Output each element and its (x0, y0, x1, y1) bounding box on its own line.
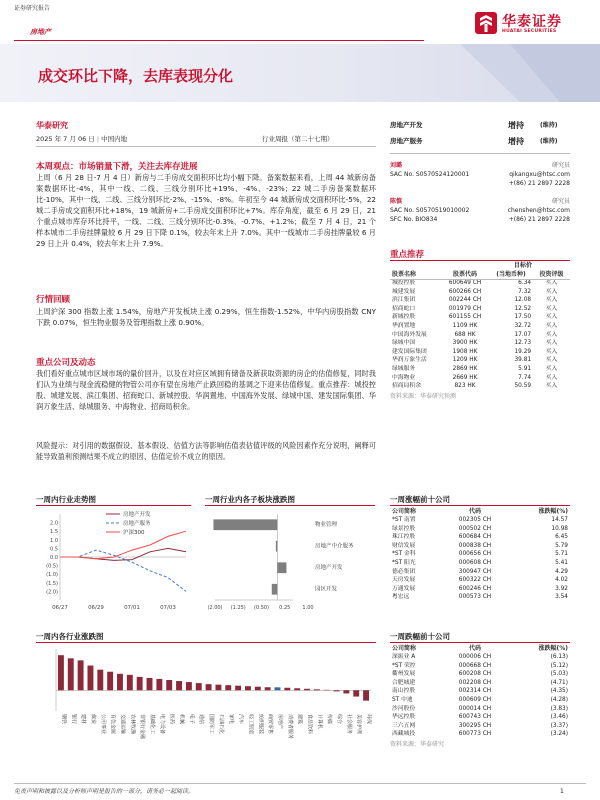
loser-row (390, 653, 570, 662)
recommend-row-cell: 买入 (545, 331, 558, 338)
losers-source: 资料来源：华泰研究 (390, 740, 445, 748)
gainer-row-cell: 5.79 (555, 542, 568, 549)
industry-label: 房地产 (276, 714, 283, 730)
industry-bar (324, 690, 330, 691)
loser-row-cell: (6.13) (550, 654, 568, 660)
loser-row (390, 687, 570, 696)
loser-row-cell: 000668 CH (458, 662, 492, 669)
recommend-row-cell: 17.50 (514, 314, 532, 321)
industry-bar (334, 690, 340, 691)
loser-row-cell: 沙河股份 (392, 705, 416, 712)
sub-sector-chart (205, 508, 377, 623)
analyst-email[interactable]: chenshen@htsc.com (507, 207, 570, 214)
sub-category-label: 园区开发 (315, 586, 338, 593)
recommend-row-cell: 买入 (545, 280, 558, 286)
recommend-row-cell: 买入 (545, 340, 558, 347)
market-heading: 行情回顾 (36, 295, 71, 305)
loser-row-cell: 300295 CH (458, 722, 492, 729)
loser-row (390, 679, 570, 688)
recommend-row (390, 322, 570, 331)
gainer-row-cell: 600684 CH (458, 534, 492, 541)
loser-row-cell: 002314 CH (458, 688, 492, 695)
y-tick-label: 0.0 (50, 555, 58, 561)
recommend-row-cell: 绿城服务 (392, 365, 416, 372)
sub-category-label: 物业管理 (315, 521, 338, 528)
loser-row-cell: 西藏城投 (392, 731, 416, 738)
loser-row-cell: (3.46) (550, 714, 568, 721)
gainer-row (390, 576, 570, 585)
gainer-row-cell: 4.29 (555, 568, 568, 575)
recommend-row-cell: 买入 (545, 297, 558, 304)
loser-row-cell: 600208 CH (458, 671, 492, 678)
recommend-row-cell: 买入 (545, 288, 558, 295)
recommend-row-cell: 买入 (545, 314, 558, 321)
gainer-row-cell: 000573 CH (458, 594, 492, 601)
loser-row-cell: 600773 CH (458, 731, 492, 738)
industry-bar (215, 685, 221, 691)
gainer-row-cell: 002305 CH (458, 517, 492, 523)
industry-label: 非银行金融 (139, 714, 146, 740)
recommend-row (390, 313, 570, 322)
recommend-row-cell: 12.08 (514, 297, 532, 304)
loser-row-cell: (5.03) (550, 671, 568, 678)
recommend-row-cell: 7.32 (518, 288, 532, 295)
industry-bar (255, 687, 261, 691)
report-date: 2025 年 7 月 06 日 (36, 135, 95, 143)
industry-bar (294, 688, 300, 690)
recommend-row-cell: 中海物业 (392, 374, 416, 381)
recommend-row-cell: 新城控股 (392, 314, 416, 321)
analyst-card: 刘璐 研究员 SAC No. S0570524120001 qikangxu@htsc.com +(86) 21 2897 2228 (390, 162, 570, 187)
loser-row-cell: 600743 CH (458, 714, 492, 721)
recommend-row-cell: 买入 (545, 374, 558, 381)
industry-label: 纺织服装 (257, 714, 264, 735)
recommend-row-cell: 城建发展 (392, 288, 416, 295)
rating-row: 房地产服务 增持 (维持) (390, 137, 558, 146)
industry-bar (353, 690, 359, 696)
recommend-heading: 重点推荐 (390, 250, 425, 260)
recommend-row-cell: 华润万象生活 (392, 357, 427, 364)
industry-bar (107, 672, 113, 691)
industry-bar (117, 674, 123, 691)
legend-label: 房地产服务 (123, 521, 151, 527)
industry-bar (275, 687, 281, 690)
recommend-row-cell: 601155 CH (448, 314, 482, 321)
gainer-row-cell: 000656 CH (458, 551, 492, 558)
gainer-row-cell: *ST 阳光 (392, 559, 416, 566)
industry-label: 传媒 (326, 714, 333, 725)
recommend-row-cell: 买入 (545, 305, 558, 312)
industry-label: 基础化工 (149, 714, 156, 735)
loser-row (390, 722, 570, 731)
gainer-row (390, 550, 570, 559)
gainer-row-cell: 000838 CH (458, 542, 492, 549)
legend-label: 房地产开发 (123, 512, 151, 518)
industry-bar (156, 679, 162, 690)
gainer-row (390, 525, 570, 534)
recommend-row-cell: 001979 CH (448, 305, 482, 312)
loser-row (390, 670, 570, 679)
target-price-label: 目标价 (513, 262, 532, 269)
gainer-row-cell: 3.54 (555, 594, 568, 601)
recommend-row-cell: 50.59 (514, 383, 532, 390)
x-tick-label: 06/29 (88, 605, 104, 611)
focus-heading: 重点公司及动态 (36, 358, 96, 368)
y-tick-label: (1.0) (46, 572, 58, 579)
gainer-row-cell: 600246 CH (458, 585, 492, 592)
y-tick-label: 0.5 (50, 546, 58, 553)
recommend-row-cell: 2869 HK (452, 365, 478, 372)
gainer-row-cell: 4.02 (555, 577, 568, 584)
industry-label: 社会服务 (345, 714, 352, 735)
recommend-row-cell: 华润置地 (392, 322, 416, 329)
gainer-row (390, 542, 570, 551)
gainer-row-cell: 粤宏远 (392, 594, 410, 601)
loser-row-cell: 000006 CH (458, 654, 492, 660)
report-region: 中国内地 (101, 135, 128, 143)
x-tick-label: 07/01 (124, 605, 140, 611)
industry-label: 交通运输 (119, 714, 126, 735)
industry-bar (186, 682, 192, 690)
footer-disclaimer: 免责声明和披露以及分析师声明是报告的一部分，请务必一起阅读。 (14, 788, 195, 795)
page-title: 成交环比下降，去库表现分化 (38, 67, 234, 85)
loser-row-cell: *ST 荣控 (392, 662, 416, 669)
loser-row (390, 662, 570, 671)
recommend-row-cell: 买入 (545, 383, 558, 390)
loser-row-cell: (3.83) (550, 705, 568, 712)
y-tick-label: 1.5 (50, 529, 58, 536)
industry-label: 公用事业 (99, 714, 106, 735)
industry-label: 医药 (168, 714, 175, 725)
industry-bar (97, 670, 103, 691)
meta-line: 2025 年 7 月 06 日 | 中国内地 (36, 135, 128, 143)
gainer-row-cell: 珠江控股 (392, 534, 416, 541)
risk-body: 风险提示：对引用的数据假设、基本假设、估值方法等影响估值表估值评级的风险因素作充分说明，阐释可能导致盈利预测结果不成立的原因、估值定价不成立的原因。 (36, 441, 376, 461)
recommend-row (390, 305, 570, 314)
x-tick-label: (2.00) (207, 605, 223, 611)
x-tick-label: 06/27 (52, 605, 68, 611)
recommend-row (390, 331, 570, 340)
industry-bar (206, 684, 212, 690)
recommend-row-cell: 12.73 (514, 340, 532, 347)
losers-table: 公司简称 代码 涨跌幅(%) 深振业 A 000006 CH (6.13) *ST 荣控 000668 CH (5.12) 衢州发展 600208 CH (5.03) 合肥城建 002208 CH (4.71) 南山控股 002314 CH (4.35) ST 中迪 000609 CH (4.28) 沙河股份 000014 CH (3.83) 华远控股 600743 CH (3.46) 三六五网 300295 CH (3.37) 西藏城投 600773 CH (3.24) 资料来源：华泰研究 (390, 645, 568, 748)
sub-category-label: 房地产开发 (315, 564, 343, 571)
industry-label: 综合 (336, 714, 343, 725)
recommend-row (390, 348, 570, 357)
industry-label: 国防军工 (208, 714, 215, 735)
recommend-row (390, 279, 570, 288)
trend-chart-title: 一周内行业走势图 (36, 495, 96, 504)
recommend-row (390, 288, 570, 297)
sub-category-label: 房地产中介服务 (315, 543, 354, 550)
y-tick-label: 2.0 (50, 520, 58, 527)
title-banner (0, 44, 600, 102)
recommend-row-cell: 6.34 (518, 280, 532, 286)
gainer-row-cell: 财信发展 (392, 542, 416, 549)
recommend-row-cell: 7.74 (518, 374, 532, 381)
industry-label: 银行 (70, 714, 77, 725)
recommend-row-cell: 买入 (545, 357, 558, 364)
industry-label: 食品饮料 (306, 714, 313, 735)
industry-bar (88, 666, 94, 691)
legend-label: 沪深300 (123, 530, 145, 536)
sub-bar (272, 584, 278, 595)
industry-bar (166, 680, 172, 690)
industry-label: 轻工制造 (247, 714, 254, 735)
industry-bar (225, 685, 231, 690)
recommend-row-cell: 2669 HK (452, 374, 478, 381)
recommend-row-cell: 中国海外发展 (392, 331, 427, 338)
recommend-row-cell: 买入 (545, 365, 558, 372)
recommend-row-cell: 滨江集团 (392, 297, 416, 304)
y-tick-label: (1.5) (46, 580, 58, 587)
recommend-row (390, 339, 570, 348)
loser-row-cell: 华远控股 (392, 714, 416, 721)
sector-label: 房地产 (30, 28, 51, 36)
industry-label: 计算机 (316, 714, 323, 730)
huatai-logo-icon (475, 12, 497, 34)
recommend-row-cell: 城投控股 (392, 280, 416, 286)
loser-row-cell: 三六五网 (392, 722, 416, 729)
sub-bar (276, 541, 278, 552)
gainer-row-cell: 5.71 (555, 551, 568, 558)
gainer-row-cell: 绿景控股 (392, 525, 416, 532)
losers-title: 一周跌幅前十公司 (390, 632, 450, 641)
x-tick-label: 0.25 (279, 605, 291, 611)
recommend-row-cell: 19.29 (514, 348, 532, 355)
recommend-row-cell: 买入 (545, 322, 558, 329)
gainer-row (390, 533, 570, 542)
core-heading: 本周观点：市场销量下滑，关注去库存进展 (36, 162, 198, 172)
industry-label: 汽车 (237, 714, 244, 725)
industry-label: 电力设备 (158, 714, 165, 735)
industry-bar (284, 688, 290, 691)
y-tick-label: (2.0) (46, 589, 58, 596)
logo-cn: 华泰证券 (502, 14, 562, 30)
recommend-row-cell: 招商蛇口 (392, 305, 416, 312)
gainer-row (390, 559, 570, 568)
industry-chart (36, 645, 376, 770)
ratings-panel (390, 118, 570, 150)
sub-chart-title: 一周行业内各子板块涨跌图 (205, 495, 295, 504)
loser-row (390, 713, 570, 722)
logo-en: HUATAI SECURITIES (502, 29, 557, 34)
loser-row-cell: 深振业 A (392, 654, 416, 660)
header-rule (14, 40, 424, 41)
gainer-row-cell: 5.41 (555, 559, 568, 566)
analyst-email[interactable]: qikangxu@htsc.com (509, 171, 570, 178)
industry-bar (127, 675, 133, 691)
industry-bar (363, 690, 369, 700)
org-label: 华泰研究 (36, 121, 68, 130)
loser-row (390, 730, 570, 739)
logo (475, 8, 597, 44)
recommend-source: 资料来源：华泰研究预测 (390, 392, 457, 400)
loser-row-cell: 000014 CH (458, 705, 492, 712)
gainer-row-cell: 3.92 (555, 585, 568, 592)
recommend-row-cell: 绿城中国 (392, 340, 416, 347)
recommend-row-cell: 002244 CH (448, 297, 482, 304)
gainer-row (390, 593, 570, 602)
core-body: 上周（6 月 28 日-7 月 4 日）新房与二手房成交面积环比均小幅下降。备案数据来看，上周 44 城新房备案数据环比-4%，其中一线、二线、三线分别环比+19%、-4%、-23%；22 城二手房备案数据环比-10%，其中一线、二线、三线分别环比-2%、-15%、-8%。年初至今 44 城新房成交面积环比-5%，22 城二手房成交面积环比+18%，19 城新房+二手房成交面积环比+7%。库存角度，截至 6 月 29 日，21 个重点城市库存环比持平，一线、二线、三线分别环比-0.3%、-0.7%、+1.2%；截至 7 月 4 日，21 个样本城市二手房挂牌量较 6 月 29 日下降 0.1%，较去年末上升 7.0%。其中一线城市二手房挂牌量较 6 月 29 日上升 0.4%，较去年末上升 7.9%。 (36, 173, 376, 248)
page-number: 1 (560, 788, 564, 795)
gainer-row-cell: 万通发展 (392, 585, 416, 592)
industry-bar (314, 689, 320, 690)
recommend-row (390, 374, 570, 383)
industry-bar (304, 689, 310, 691)
sub-bar (277, 562, 286, 573)
loser-row-cell: (4.28) (550, 696, 568, 703)
recommend-table: 目标价 股票名称 股票代码 (当地币种) 投资评级 城投控股 600649 CH 6.34 买入 城建发展 600266 CH 7.32 买入 滨江集团 002244 CH 12.08 买入 招商蛇口 001979 CH 12.52 买入 新城控股 601155 CH 17.50 买入 华润置地 1109 HK 32.72 买入 中国海外发展 688 HK 17.07 买入 绿城中国 3900 HK 12.73 买入 建发国际集团 1908 HK 19.29 买入 华润万象生活 1209 HK 39.81 买入 绿城服务 2869 HK 5.91 买入 中海物业 2669 HK 7.74 买入 招商局积余 823 HK 50.59 买入 资料来源：华泰研究预测 (390, 262, 570, 401)
industry-bar (78, 660, 84, 690)
industry-bar (68, 658, 74, 690)
industry-bar (137, 677, 143, 690)
gainer-row (390, 516, 570, 525)
gainer-row-cell: 14.57 (551, 517, 568, 523)
recommend-row-cell: 17.07 (514, 331, 532, 338)
loser-row-cell: 合肥城建 (392, 679, 416, 686)
industry-label: 环保 (365, 714, 372, 725)
gainer-row-cell: 天房发展 (392, 577, 416, 584)
x-tick-label: (0.50) (253, 605, 270, 611)
sub-bar (213, 519, 277, 530)
recommend-row-cell: 39.81 (514, 357, 532, 364)
recommend-row-cell: 12.52 (514, 305, 532, 312)
loser-row (390, 705, 570, 714)
recommend-row (390, 296, 570, 305)
loser-row-cell: 002208 CH (458, 679, 492, 686)
series-line (60, 550, 186, 591)
gainer-row-cell: 德必集团 (392, 568, 416, 575)
gainer-row-cell: *ST 金科 (392, 551, 416, 558)
gainer-row-cell: 600322 CH (458, 577, 492, 584)
industry-bar (245, 686, 251, 690)
industry-bar (343, 690, 349, 693)
y-tick-label: (0.5) (46, 563, 58, 570)
recommend-row-cell: 32.72 (514, 322, 532, 329)
industry-bar (147, 678, 153, 690)
loser-row-cell: (5.12) (550, 662, 568, 669)
loser-row-cell: (3.24) (550, 731, 568, 738)
x-tick-label: 1.00 (302, 605, 314, 611)
recommend-row-cell: 1109 HK (452, 322, 478, 329)
industry-chart-title: 一周内各行业涨跌图 (36, 632, 104, 641)
focus-body: 我们看好重点城市区域市场的量价回升，以及在对应区域拥有储备及新获取资源的房企的估值修复，同时我们认为业绩与现金流稳健的物管公司亦有望在房地产止跌回稳的基调之下迎来估值修复。重点推荐：城投控股、城建发展、滨江集团、招商蛇口、新城控股、华润置地、中国海外发展、绿城中国、建发国际集团、华润万象生活、绿城服务、中海物业、招商局积余。 (36, 369, 376, 411)
recommend-row-cell: 1908 HK (452, 348, 478, 355)
x-tick-label: (1.25) (230, 605, 246, 611)
x-tick-label: 07/03 (160, 605, 176, 611)
industry-label: 商贸零售 (267, 714, 274, 735)
recommend-row (390, 382, 570, 391)
recommend-row-cell: 5.91 (518, 365, 532, 372)
industry-bar (265, 687, 271, 690)
industry-bar (196, 683, 202, 690)
loser-row-cell: 衢州发展 (392, 671, 416, 678)
industry-label: 机械 (178, 714, 185, 725)
industry-label: 石油石化 (217, 714, 224, 735)
industry-bar (176, 681, 182, 690)
loser-row (390, 696, 570, 705)
recommend-row-cell: 600266 CH (448, 288, 482, 295)
recommend-row-cell: 1209 HK (452, 357, 478, 364)
industry-label: 家电 (227, 714, 234, 725)
recommend-row-cell: 招商局积余 (392, 383, 421, 390)
gainer-row-cell: 000502 CH (458, 525, 492, 532)
industry-label: 煤炭 (89, 714, 96, 725)
trend-chart (36, 508, 194, 623)
recommend-row (390, 365, 570, 374)
loser-row-cell: 000609 CH (458, 696, 492, 703)
loser-row-cell: ST 中迪 (392, 696, 413, 703)
recommend-row-cell: 688 HK (454, 331, 476, 338)
gainer-row-cell: 6.45 (555, 534, 568, 541)
loser-row-cell: (3.37) (550, 722, 568, 729)
industry-bar (58, 655, 64, 690)
industry-label: 消费者服务 (286, 714, 293, 740)
report-kind: 行业周报（第二十七期） (262, 135, 334, 143)
gainer-row-cell: 10.98 (551, 525, 568, 532)
gainer-row (390, 568, 570, 577)
y-tick-label: 1.0 (50, 537, 58, 544)
loser-row-cell: 南山控股 (392, 688, 416, 695)
industry-label: 美容护理 (355, 714, 362, 735)
loser-row-cell: (4.71) (550, 679, 568, 686)
rating-row: 房地产开发 增持 (维持) (390, 121, 558, 130)
industry-label: 建材 (80, 714, 87, 725)
recommend-row-cell: 823 HK (454, 383, 476, 390)
industry-label: 通信 (198, 714, 205, 725)
analyst-card: 陈慎 研究员 SAC No. S0570519010002 chenshen@htsc.com SFC No. BIO834 +(86) 21 2897 2228 (390, 198, 570, 223)
gainers-title: 一周涨幅前十公司 (390, 495, 450, 504)
recommend-row-cell: 买入 (545, 348, 558, 355)
report-type: 证券研究报告 (14, 5, 51, 12)
industry-label: 有色金属 (109, 714, 116, 735)
gainer-row-cell: 300947 CH (458, 568, 492, 575)
gainers-table: 公司简称 代码 涨跌幅(%) *ST 南置 002305 CH 14.57 绿景控股 000502 CH 10.98 珠江控股 600684 CH 6.45 财信发展 000838 CH 5.79 *ST 金科 000656 CH 5.71 *ST 阳光 000608 CH 5.41 德必集团 300947 CH 4.29 天房发展 600322 CH 4.02 万通发展 600246 CH 3.92 粤宏远 000573 CH 3.54 (392, 508, 568, 601)
gainer-row-cell: *ST 南置 (392, 517, 416, 523)
recommend-row (390, 356, 570, 365)
industry-label: 电子 (188, 714, 195, 725)
industry-label: 建筑 (296, 714, 303, 725)
market-body: 上周沪深 300 指数上涨 1.54%，房地产开发板块上涨 0.29%，恒生指数-1.52%，中华内房股指数 CNY 下跌 0.07%，恒生物业服务及管理指数上涨 0.90%。 (36, 307, 376, 327)
banner-decoration-icon (420, 44, 600, 102)
recommend-row-cell: 建发国际集团 (392, 348, 427, 355)
recommend-row-cell: 600649 CH (448, 280, 482, 286)
industry-bar (235, 686, 241, 691)
gainer-row (390, 585, 570, 594)
industry-label: 钢铁 (60, 714, 67, 725)
recommend-row-cell: 3900 HK (452, 340, 478, 347)
gainer-row-cell: 000608 CH (458, 559, 492, 566)
loser-row-cell: (4.35) (550, 688, 568, 695)
industry-label: 农林牧渔 (129, 714, 136, 735)
